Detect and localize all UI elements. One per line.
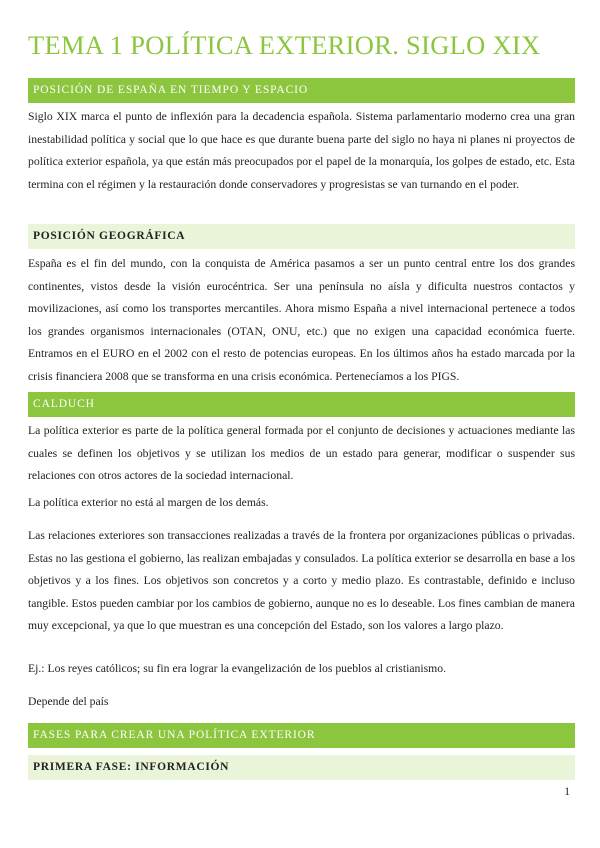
paragraph-calduch-depende: Depende del país bbox=[28, 695, 109, 708]
page-number: 1 bbox=[564, 786, 570, 798]
section-heading-fases: FASES PARA CREAR UNA POLÍTICA EXTERIOR bbox=[28, 723, 575, 748]
paragraph-posicion-geografica: España es el fin del mundo, con la conquista de América pasamos a ser un punto central entre los dos grandes continentes, vistos desde la visión eurocéntrica. Ser una península no aísla y dificulta nuestros contactos y movilizaciones, así como los transportes mercantiles. Ahora mismo España a nivel internacional pertenece a todos los grandes organismos internacionales (OTAN, ONU, etc.) que no exigen una capacidad económica fuerte. Entramos en el EURO en el 2002 con el resto de potencias europeas. En los últimos años ha estado marcada por la crisis financiera 2008 que se transforma en una crisis económica. Pertenecíamos a los PIGS. bbox=[28, 257, 575, 383]
paragraph-posicion-espana: Siglo XIX marca el punto de inflexión para la decadencia española. Sistema parlamentario moderno crea una gran inestabilidad política y social que lo que hace es que durante buena parte del siglo no haya ni planes ni proyectos de política exterior española, ya que están más preocupados por el papel de la monarquía, los golpes de estado, etc. Esta termina con el régimen y la restauración donde conservadores y progresistas se van turnando en el poder. bbox=[28, 110, 575, 191]
paragraph-calduch-relaciones: Las relaciones exteriores son transacciones realizadas a través de la frontera por organizaciones públicas o privadas. Estas no las gestiona el gobierno, las realizan embajadas y consulados. La política exterior se desarrolla en base a los objetivos y a los fines. Los objetivos son concretos y a corto y medio plazo. Es contrastable, definido e incluso tangible. Estos pueden cambiar por los cambios de gobierno, aunque no es lo deseable. Los fines cambian de manera muy excepcional, ya que lo que muestran es una concepción del Estado, son los valores a largo plazo. bbox=[28, 529, 575, 633]
paragraph-calduch-definicion: La política exterior es parte de la política general formada por el conjunto de decisiones y actuaciones mediante las cuales se definen los objetivos y se utilizan los medios de un estado para generar, modificar o suspender sus relaciones con otros actores de la sociedad internacional. bbox=[28, 424, 575, 483]
document-title: TEMA 1 POLÍTICA EXTERIOR. SIGLO XIX bbox=[28, 30, 541, 60]
section-heading-calduch: CALDUCH bbox=[28, 392, 575, 417]
paragraph-calduch-ejemplo: Ej.: Los reyes católicos; su fin era lograr la evangelización de los pueblos al cristianismo. bbox=[28, 662, 447, 675]
paragraph-calduch-margen: La política exterior no está al margen de los demás. bbox=[28, 496, 269, 509]
section-heading-primera-fase: PRIMERA FASE: INFORMACIÓN bbox=[28, 755, 575, 780]
section-heading-posicion-geografica: POSICIÓN GEOGRÁFICA bbox=[28, 224, 575, 249]
section-heading-posicion-espana: POSICIÓN DE ESPAÑA EN TIEMPO Y ESPACIO bbox=[28, 78, 575, 103]
